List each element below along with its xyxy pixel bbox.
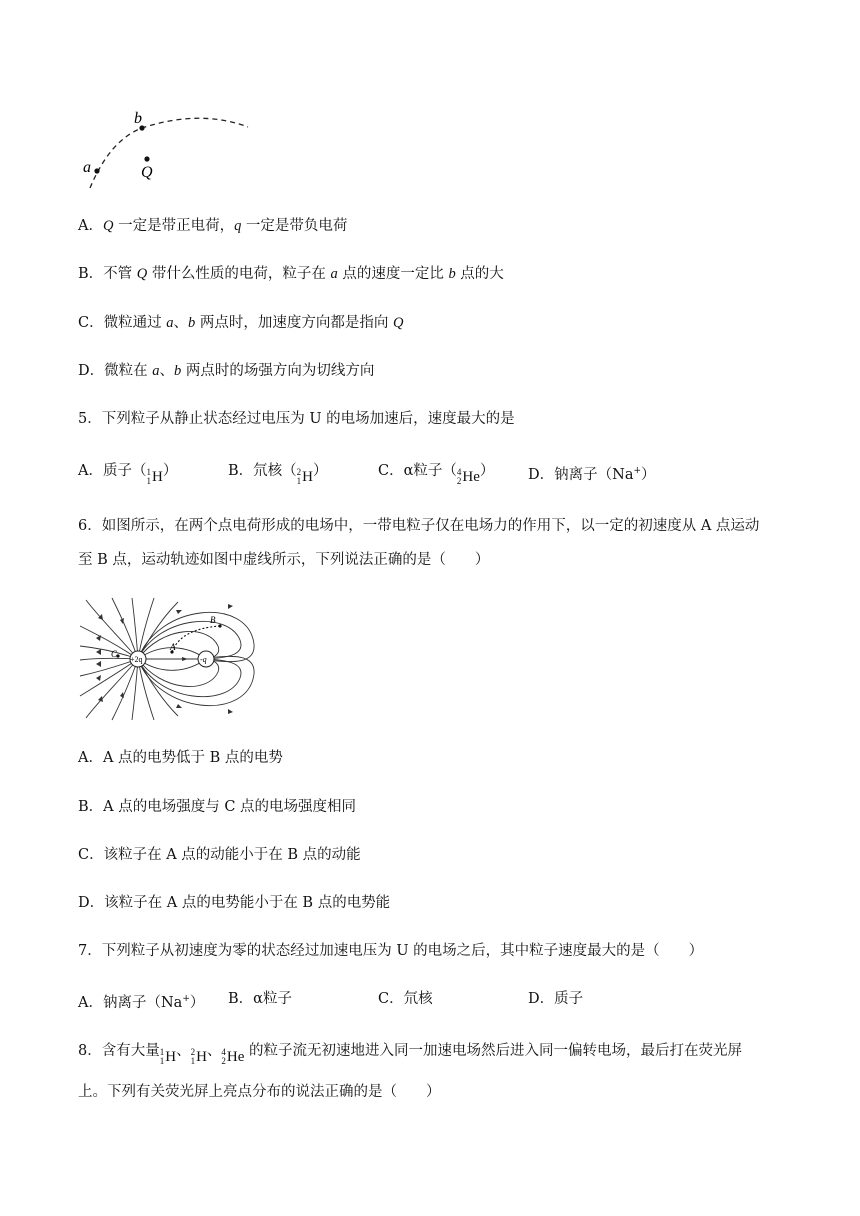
q7-option-a: A．钠离子（Na+） [78, 994, 205, 1011]
point-a [94, 168, 99, 173]
label-A: A [170, 642, 176, 652]
q5-option-d: D．钠离子（Na+） [528, 466, 656, 483]
trajectory-dashed-curve [90, 118, 248, 188]
q7-option-b: B．α粒子 [228, 991, 292, 1007]
nuclide-proton: 1 1 H [146, 467, 163, 486]
nuclide-2: 2 1 H [190, 1047, 207, 1066]
q4-option-c: C．微粒通过 a、b 两点时，加速度方向都是指向 Q [78, 315, 404, 331]
label-b: b [134, 110, 142, 127]
q6-stem-line2: 至 B 点，运动轨迹如图中虚线所示，下列说法正确的是（ ） [78, 552, 490, 568]
trajectory-figure [70, 105, 270, 195]
point-Q [144, 156, 149, 161]
q6-option-b: B．A 点的电场强度与 C 点的电场强度相同 [78, 799, 357, 815]
q8-stem-line1: 8．含有大量 1 1 H 、 2 1 H 、 4 2 He 的粒子流无初速地进入同一加速电场然后进入同一偏转电场，最后打在荧光屏 [78, 1043, 743, 1066]
charge-positive-label: +2q [130, 655, 143, 664]
q4-option-a: A．Q 一定是带正电荷，q 一定是带负电荷 [78, 218, 348, 234]
electric-field-figure [78, 596, 258, 722]
q4-option-b: B．不管 Q 带什么性质的电荷，粒子在 a 点的速度一定比 b 点的大 [78, 266, 504, 282]
q7-option-d: D．质子 [528, 991, 584, 1007]
q6-option-d: D．该粒子在 A 点的电势能小于在 B 点的电势能 [78, 895, 391, 911]
q5-option-c: C．α粒子（ 4 2 He ） [378, 463, 495, 486]
q6-option-a: A．A 点的电势低于 B 点的电势 [78, 750, 283, 766]
q4-option-d: D．微粒在 a、b 两点时的场强方向为切线方向 [78, 363, 375, 379]
label-B: B [210, 615, 216, 625]
q7-stem: 7．下列粒子从初速度为零的状态经过加速电压为 U 的电场之后，其中粒子速度最大的是（ ） [78, 943, 704, 959]
nuclide-deuteron: 2 1 H [296, 467, 313, 486]
nuclide-alpha: 4 2 He [456, 467, 480, 486]
label-C: C [111, 649, 118, 659]
q7-option-c: C．氘核 [378, 991, 433, 1007]
q5-option-b: B．氘核（ 2 1 H ） [228, 463, 328, 486]
q8-stem-line2: 上。下列有关荧光屏上亮点分布的说法正确的是（ ） [78, 1084, 441, 1100]
label-a: a [83, 159, 91, 176]
label-Q: Q [141, 164, 153, 181]
q5-option-a: A．质子（ 1 1 H ） [78, 463, 178, 486]
point-B [218, 624, 221, 627]
q5-stem: 5．下列粒子从静止状态经过电压为 U 的电场加速后，速度最大的是 [78, 411, 515, 427]
nuclide-1: 1 1 H [159, 1047, 177, 1066]
nuclide-3: 4 2 He [221, 1047, 245, 1066]
charge-negative-label: -q [200, 655, 207, 664]
q6-option-c: C．该粒子在 A 点的动能小于在 B 点的动能 [78, 847, 361, 863]
q6-stem-line1: 6．如图所示，在两个点电荷形成的电场中，一带电粒子仅在电场力的作用下，以一定的初速度从 A 点运动 [78, 518, 760, 534]
